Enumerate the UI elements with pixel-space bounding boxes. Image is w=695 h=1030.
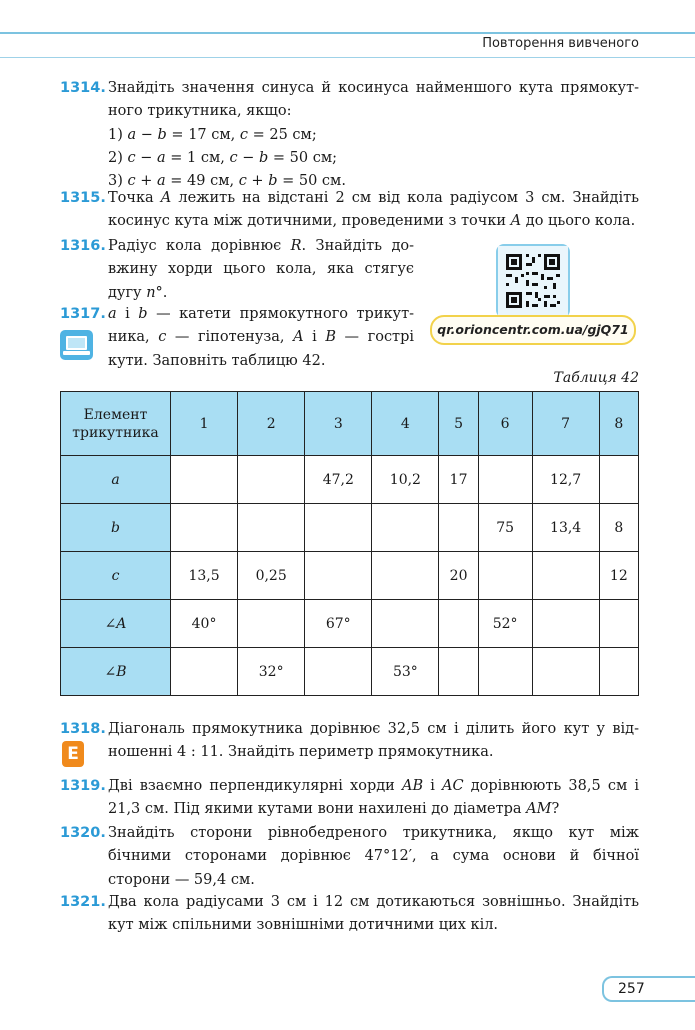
header-rule-bottom [0,57,695,58]
page-number: 257 [602,976,695,1002]
laptop-icon [60,330,93,360]
table-cell [599,648,638,696]
table-cell [478,456,532,504]
problem-number: 1320. [60,825,106,841]
col-header: 4 [372,392,439,456]
col-header: 8 [599,392,638,456]
problem-number: 1314. [60,80,106,96]
table-cell [439,648,478,696]
table-cell: 17 [439,456,478,504]
row-label: b [61,504,171,552]
table-cell [372,552,439,600]
col-header: 1 [171,392,238,456]
col-header: 7 [532,392,599,456]
problem-1316-text: Радіус кола дорівнює R. Знайдіть до- вжину хорди цього кола, яка стягує дугу n°. [108,238,415,301]
problem-1315-text: Точка A лежить на відстані 2 см від кола радіусом 3 см. Знайдіть косинус кута між дотичними, проведеними з точки A до цього кола. [108,190,639,230]
table-header-row [61,392,639,456]
problem-1317-text: a і b — катети прямокутного трикут- ника, c — гіпотенуза, A і B — гострі кути. Заповніть таблицю 42. [108,306,415,369]
table-cell [305,552,372,600]
table-cell [305,504,372,552]
qr-code-icon [498,246,568,316]
table-row [61,456,639,504]
col-header: 6 [478,392,532,456]
table-cell [238,600,305,648]
table-cell [372,504,439,552]
problem-number: 1318. [60,721,106,737]
table-cell: 12 [599,552,638,600]
table-cell [532,648,599,696]
col-header: 2 [238,392,305,456]
table-cell [238,504,305,552]
col-header: 5 [439,392,478,456]
problem-number: 1321. [60,894,106,910]
problem-1316 [60,235,108,258]
table-cell [599,456,638,504]
table-cell: 8 [599,504,638,552]
problem-1321-text: Два кола радіусами 3 см і 12 см дотикаються зовнішньо. Знайдіть кут між спільними зовнішніми дотичними цих кіл. [108,894,639,934]
problem-1314-text: Знайдіть значення синуса й косинуса найменшого кута прямокут- ного трикутника, якщо: 1) a − b = 17 см, c = 25 см; 2) c − a = 1 см, c − b = 50 см; 3) c + a = 49 см, c + b = 50 см. [108,77,639,193]
problem-1315 [60,187,108,210]
table-cell: 10,2 [372,456,439,504]
col-header: 3 [305,392,372,456]
header-label: Елемент трикутника [61,392,171,456]
table-cell [478,648,532,696]
table-cell: 52° [478,600,532,648]
problem-1318 [60,718,108,741]
table-cell [439,504,478,552]
qr-card[interactable] [430,244,638,348]
problem-number: 1315. [60,190,106,206]
table-cell [305,648,372,696]
problem-1319-text: Дві взаємно перпендикулярні хорди AB і AC дорівнюють 38,5 см і 21,3 см. Під якими кутами вони нахилені до діаметра AM? [108,778,640,818]
header-rule-top [0,32,695,34]
case-1: 1) a − b = 17 см, c = 25 см; [108,126,317,143]
case-3: 3) c + a = 49 см, c + b = 50 см. [108,173,346,190]
table-cell [171,648,238,696]
table-row [61,648,639,696]
table-cell: 20 [439,552,478,600]
table-cell: 47,2 [305,456,372,504]
row-label: ∠B [61,648,171,696]
problem-number: 1317. [60,306,106,322]
problem-1320 [60,822,108,845]
table-cell [532,600,599,648]
row-label: ∠A [61,600,171,648]
running-header: Повторення вивченого [482,36,639,51]
table-caption: Таблиця 42 [553,370,639,386]
qr-code[interactable] [496,244,570,318]
qr-link[interactable]: qr.orioncentr.com.ua/gjQ71 [430,315,636,345]
row-label: c [61,552,171,600]
table-cell [171,456,238,504]
problem-number: 1316. [60,238,106,254]
problem-1321 [60,891,108,914]
table-cell [439,600,478,648]
e-badge-icon: E [62,741,84,767]
problem-1320-text: Знайдіть сторони рівнобедреного трикутника, якщо кут між бічними сторонами дорівнює 47°12′, а сума основи й бічної сторони — 59,4 см. [108,825,639,888]
problem-1317 [60,303,108,326]
table-cell [478,552,532,600]
table-cell: 53° [372,648,439,696]
problem-1318-text: Діагональ прямокутника дорівнює 32,5 см і ділить його кут у від- ношенні 4 : 11. Знайдіть периметр прямокутника. [108,721,639,761]
row-label: a [61,456,171,504]
case-2: 2) c − a = 1 см, c − b = 50 см; [108,149,337,166]
table-cell: 67° [305,600,372,648]
problem-number: 1319. [60,778,106,794]
table-cell: 12,7 [532,456,599,504]
table-cell [599,600,638,648]
table-row [61,504,639,552]
problem-1319 [60,775,108,798]
table-cell [532,552,599,600]
problem-1314 [60,77,108,100]
table-cell: 0,25 [238,552,305,600]
table-cell: 75 [478,504,532,552]
table-42 [60,391,639,696]
table-cell [171,504,238,552]
table-cell: 40° [171,600,238,648]
table-cell [372,600,439,648]
table-row [61,600,639,648]
table-cell: 13,4 [532,504,599,552]
table-cell: 13,5 [171,552,238,600]
table-cell [238,456,305,504]
table-cell: 32° [238,648,305,696]
table-row [61,552,639,600]
